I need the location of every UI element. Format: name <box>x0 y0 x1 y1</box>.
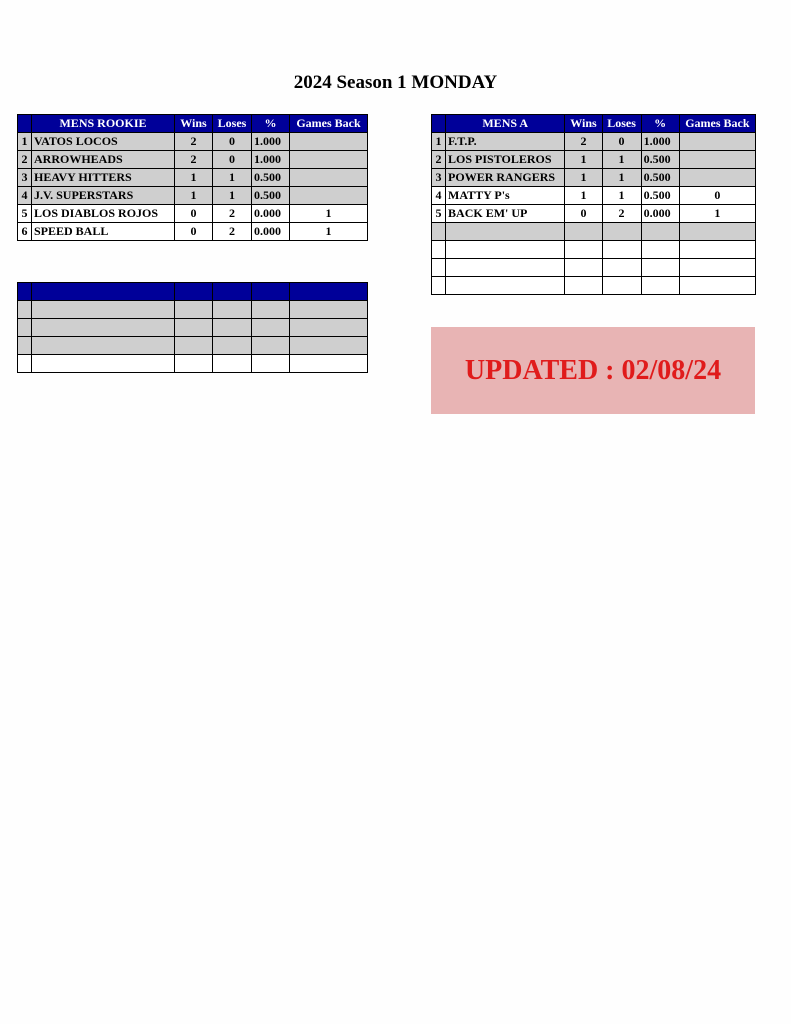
empty-cell <box>32 301 175 319</box>
empty-cell <box>602 223 641 241</box>
empty-cell <box>32 337 175 355</box>
header-cell <box>18 283 32 301</box>
gb-cell: 1 <box>679 205 755 223</box>
empty-cell <box>641 259 679 277</box>
empty-cell <box>252 337 290 355</box>
empty-cell <box>32 355 175 373</box>
wins-cell: 1 <box>565 151 602 169</box>
loses-header: Loses <box>602 115 641 133</box>
gb-cell: 1 <box>290 205 368 223</box>
empty-cell <box>641 223 679 241</box>
empty-cell <box>175 301 213 319</box>
table-row <box>432 277 756 295</box>
empty-cell <box>290 319 368 337</box>
loses-cell: 1 <box>213 187 252 205</box>
table-row <box>18 133 368 151</box>
team-cell: BACK EM' UP <box>446 205 565 223</box>
table-row <box>432 241 756 259</box>
wins-header: Wins <box>175 115 213 133</box>
loses-cell: 0 <box>213 133 252 151</box>
empty-cell <box>679 277 755 295</box>
wins-cell: 0 <box>565 205 602 223</box>
division-header: MENS A <box>446 115 565 133</box>
table-row <box>18 205 368 223</box>
rank-cell: 4 <box>18 187 32 205</box>
pct-cell: 0.000 <box>252 223 290 241</box>
empty-cell <box>565 259 602 277</box>
rank-cell: 1 <box>432 133 446 151</box>
loses-cell: 1 <box>602 187 641 205</box>
empty-cell <box>252 319 290 337</box>
empty-cell <box>290 355 368 373</box>
team-cell: MATTY P's <box>446 187 565 205</box>
team-cell: LOS DIABLOS ROJOS <box>32 205 175 223</box>
empty-cell <box>679 241 755 259</box>
gb-cell <box>290 151 368 169</box>
pct-cell: 0.500 <box>641 187 679 205</box>
pct-header: % <box>641 115 679 133</box>
empty-cell <box>432 223 446 241</box>
empty-cell <box>565 223 602 241</box>
wins-cell: 1 <box>565 187 602 205</box>
loses-cell: 0 <box>602 133 641 151</box>
empty-cell <box>18 337 32 355</box>
team-cell: POWER RANGERS <box>446 169 565 187</box>
table-row <box>18 355 368 373</box>
table-row <box>432 223 756 241</box>
gb-cell: 0 <box>679 187 755 205</box>
empty-cell <box>446 223 565 241</box>
empty-cell <box>679 259 755 277</box>
empty-cell <box>641 277 679 295</box>
empty-cell <box>679 223 755 241</box>
table-row <box>18 301 368 319</box>
page-title: 2024 Season 1 MONDAY <box>293 72 498 93</box>
loses-cell: 2 <box>602 205 641 223</box>
empty-cell <box>432 259 446 277</box>
empty-cell <box>602 259 641 277</box>
table-row <box>432 259 756 277</box>
pct-cell: 1.000 <box>252 133 290 151</box>
rank-header <box>432 115 446 133</box>
empty-cell <box>641 241 679 259</box>
wins-header: Wins <box>565 115 602 133</box>
loses-cell: 1 <box>602 169 641 187</box>
division-header: MENS ROOKIE <box>32 115 175 133</box>
rank-cell: 2 <box>432 151 446 169</box>
empty-cell <box>565 277 602 295</box>
empty-cell <box>32 319 175 337</box>
table-row <box>432 205 756 223</box>
empty-cell <box>175 355 213 373</box>
team-cell: SPEED BALL <box>32 223 175 241</box>
empty-cell <box>175 337 213 355</box>
empty-cell <box>602 277 641 295</box>
empty-cell <box>18 301 32 319</box>
empty-cell <box>290 337 368 355</box>
table-row <box>432 133 756 151</box>
table-header-row <box>18 283 368 301</box>
gb-cell: 1 <box>290 223 368 241</box>
pct-cell: 0.500 <box>641 169 679 187</box>
pct-cell: 1.000 <box>252 151 290 169</box>
pct-cell: 0.500 <box>252 187 290 205</box>
pct-cell: 0.000 <box>252 205 290 223</box>
wins-cell: 0 <box>175 205 213 223</box>
team-cell: VATOS LOCOS <box>32 133 175 151</box>
team-cell: LOS PISTOLEROS <box>446 151 565 169</box>
gb-cell <box>679 169 755 187</box>
team-cell: HEAVY HITTERS <box>32 169 175 187</box>
empty-cell <box>446 277 565 295</box>
header-cell <box>213 283 252 301</box>
pct-cell: 0.500 <box>252 169 290 187</box>
header-cell <box>252 283 290 301</box>
table-row <box>432 187 756 205</box>
empty-cell <box>602 241 641 259</box>
rank-cell: 3 <box>18 169 32 187</box>
empty-cell <box>175 319 213 337</box>
empty-cell <box>432 277 446 295</box>
games-back-header: Games Back <box>679 115 755 133</box>
table-row <box>18 151 368 169</box>
table-row <box>432 151 756 169</box>
wins-cell: 1 <box>175 169 213 187</box>
loses-cell: 1 <box>602 151 641 169</box>
empty-cell <box>18 355 32 373</box>
team-cell: ARROWHEADS <box>32 151 175 169</box>
rank-cell: 1 <box>18 133 32 151</box>
empty-division-table <box>17 282 368 373</box>
rank-cell: 4 <box>432 187 446 205</box>
gb-cell <box>290 187 368 205</box>
empty-cell <box>213 355 252 373</box>
table-row <box>18 187 368 205</box>
wins-cell: 0 <box>175 223 213 241</box>
pct-cell: 0.000 <box>641 205 679 223</box>
mens-a-table <box>431 114 756 295</box>
mens-rookie-table <box>17 114 368 241</box>
empty-cell <box>565 241 602 259</box>
empty-cell <box>213 337 252 355</box>
pct-cell: 0.500 <box>641 151 679 169</box>
table-header-row <box>18 115 368 133</box>
loses-header: Loses <box>213 115 252 133</box>
rank-cell: 2 <box>18 151 32 169</box>
rank-cell: 6 <box>18 223 32 241</box>
wins-cell: 2 <box>175 151 213 169</box>
header-cell <box>175 283 213 301</box>
updated-banner: UPDATED : 02/08/24 <box>431 327 755 414</box>
empty-cell <box>213 319 252 337</box>
gb-cell <box>679 133 755 151</box>
wins-cell: 2 <box>175 133 213 151</box>
rank-cell: 5 <box>18 205 32 223</box>
gb-cell <box>290 133 368 151</box>
empty-cell <box>432 241 446 259</box>
wins-cell: 2 <box>565 133 602 151</box>
empty-cell <box>446 259 565 277</box>
table-row <box>18 169 368 187</box>
pct-cell: 1.000 <box>641 133 679 151</box>
table-row <box>432 169 756 187</box>
loses-cell: 2 <box>213 223 252 241</box>
empty-cell <box>18 319 32 337</box>
header-cell <box>290 283 368 301</box>
table-header-row <box>432 115 756 133</box>
empty-cell <box>213 301 252 319</box>
table-row <box>18 319 368 337</box>
loses-cell: 1 <box>213 169 252 187</box>
table-row <box>18 337 368 355</box>
loses-cell: 2 <box>213 205 252 223</box>
rank-cell: 5 <box>432 205 446 223</box>
wins-cell: 1 <box>565 169 602 187</box>
empty-cell <box>252 355 290 373</box>
empty-cell <box>252 301 290 319</box>
team-cell: J.V. SUPERSTARS <box>32 187 175 205</box>
team-cell: F.T.P. <box>446 133 565 151</box>
pct-header: % <box>252 115 290 133</box>
header-cell <box>32 283 175 301</box>
games-back-header: Games Back <box>290 115 368 133</box>
gb-cell <box>290 169 368 187</box>
loses-cell: 0 <box>213 151 252 169</box>
rank-cell: 3 <box>432 169 446 187</box>
empty-cell <box>290 301 368 319</box>
rank-header <box>18 115 32 133</box>
wins-cell: 1 <box>175 187 213 205</box>
table-row <box>18 223 368 241</box>
gb-cell <box>679 151 755 169</box>
empty-cell <box>446 241 565 259</box>
